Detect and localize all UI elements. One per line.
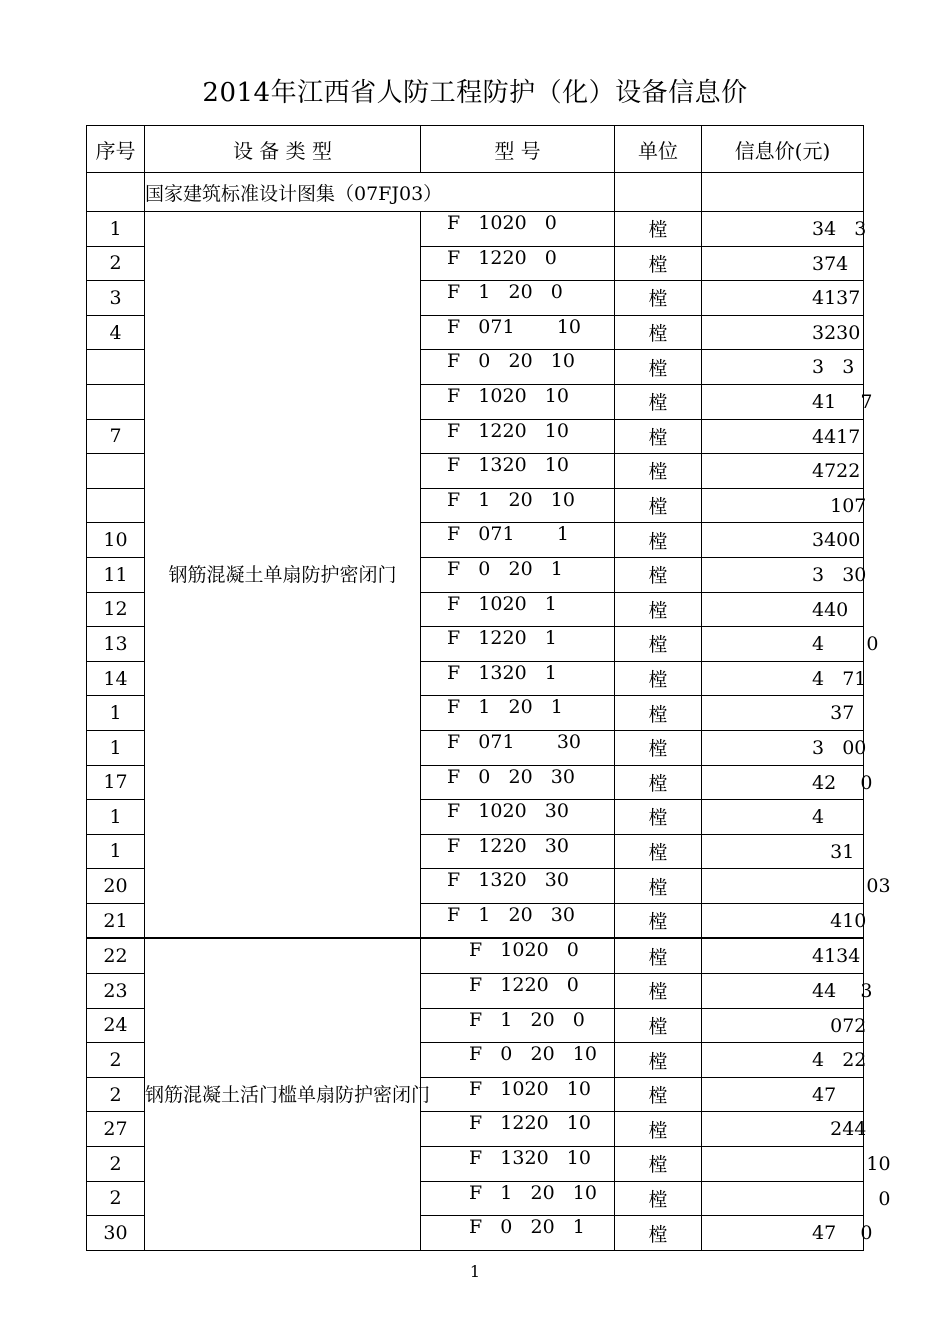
unit-cell: 樘 xyxy=(615,350,702,385)
seq-cell xyxy=(87,488,145,523)
model-cell xyxy=(421,627,615,662)
model-cell xyxy=(421,1147,615,1182)
seq-cell: 4 xyxy=(87,315,145,350)
seq-cell: 2 xyxy=(87,1147,145,1182)
price-cell xyxy=(702,1112,867,1147)
seq-cell: 17 xyxy=(87,765,145,800)
price-text: 47 0 xyxy=(812,1222,873,1245)
price-cell xyxy=(702,696,864,731)
seq-cell: 21 xyxy=(87,903,145,938)
price-text: 4 xyxy=(812,806,825,829)
price-text: 41 7 xyxy=(812,390,873,413)
model-text: F 1020 10 xyxy=(469,1077,591,1100)
price-text: 10 xyxy=(812,1153,891,1176)
price-text: 440 xyxy=(812,598,849,621)
seq-cell: 27 xyxy=(87,1112,145,1147)
price-cell xyxy=(702,938,864,973)
unit-cell: 樘 xyxy=(615,903,702,938)
model-cell xyxy=(421,696,615,731)
model-text: F 1020 30 xyxy=(447,800,569,823)
unit-cell: 樘 xyxy=(615,1147,702,1182)
price-text: 4 71 xyxy=(812,667,867,690)
price-cell xyxy=(702,419,864,454)
seq-cell: 24 xyxy=(87,1008,145,1043)
model-cell xyxy=(421,1112,615,1147)
price-cell xyxy=(702,592,864,627)
price-text: 3 3 xyxy=(812,356,855,379)
price-text: 4417 xyxy=(812,425,861,448)
model-text: F 1 20 10 xyxy=(447,488,575,511)
price-text: 31 xyxy=(812,840,855,863)
model-text: F 071 10 xyxy=(447,315,582,338)
price-cell xyxy=(702,350,864,385)
unit-cell: 樘 xyxy=(615,869,702,904)
model-cell xyxy=(421,974,615,1009)
model-cell xyxy=(421,1008,615,1043)
price-cell xyxy=(702,903,867,938)
price-text: 244 xyxy=(812,1118,867,1141)
seq-cell: 2 xyxy=(87,1181,145,1216)
price-cell xyxy=(702,557,867,592)
model-cell xyxy=(421,523,615,558)
price-text: 42 0 xyxy=(812,771,873,794)
model-cell xyxy=(421,384,615,419)
unit-cell: 樘 xyxy=(615,1043,702,1078)
section-price-empty xyxy=(702,173,864,212)
seq-cell: 20 xyxy=(87,869,145,904)
equipment-type-cell: 钢筋混凝土单扇防护密闭门 xyxy=(145,212,421,939)
unit-cell: 樘 xyxy=(615,1216,702,1251)
price-text: 4134 xyxy=(812,945,861,968)
seq-cell: 3 xyxy=(87,281,145,316)
page-title: 2014年江西省人防工程防护（化）设备信息价 xyxy=(202,78,748,108)
price-cell xyxy=(702,765,873,800)
price-cell xyxy=(702,1147,891,1182)
unit-cell: 樘 xyxy=(615,1112,702,1147)
header-unit: 单位 xyxy=(615,126,702,173)
price-cell xyxy=(702,661,867,696)
unit-cell: 樘 xyxy=(615,592,702,627)
price-cell xyxy=(702,974,873,1009)
model-cell xyxy=(421,1216,615,1251)
price-cell xyxy=(702,1008,867,1043)
model-text: F 1220 10 xyxy=(447,419,569,442)
seq-cell: 1 xyxy=(87,800,145,835)
model-cell xyxy=(421,488,615,523)
price-text: 4722 xyxy=(812,460,861,483)
model-cell xyxy=(421,834,615,869)
model-text: F 1020 0 xyxy=(447,212,557,234)
header-seq: 序号 xyxy=(87,126,145,173)
price-text: 3400 xyxy=(812,529,861,552)
seq-cell: 14 xyxy=(87,661,145,696)
seq-cell: 22 xyxy=(87,938,145,973)
unit-cell: 樘 xyxy=(615,246,702,281)
price-cell xyxy=(702,281,864,316)
model-cell xyxy=(421,765,615,800)
unit-cell: 樘 xyxy=(615,315,702,350)
section-unit-empty xyxy=(615,173,702,212)
model-text: F 1320 10 xyxy=(447,454,569,477)
unit-cell: 樘 xyxy=(615,765,702,800)
price-cell xyxy=(702,488,867,523)
price-text: 47 xyxy=(812,1083,837,1106)
seq-cell: 12 xyxy=(87,592,145,627)
unit-cell: 樘 xyxy=(615,834,702,869)
model-cell xyxy=(421,350,615,385)
price-text: 3230 xyxy=(812,321,861,344)
model-text: F 1320 10 xyxy=(469,1147,591,1170)
unit-cell: 樘 xyxy=(615,938,702,973)
model-cell xyxy=(421,315,615,350)
price-cell xyxy=(702,212,867,247)
unit-cell: 樘 xyxy=(615,488,702,523)
model-text: F 1020 10 xyxy=(447,384,569,407)
price-cell xyxy=(702,1216,873,1251)
model-text: F 1220 10 xyxy=(469,1112,591,1135)
unit-cell: 樘 xyxy=(615,627,702,662)
header-type: 设 备 类 型 xyxy=(145,126,421,173)
price-text: 107 xyxy=(812,494,867,517)
price-cell xyxy=(702,800,864,835)
seq-cell: 11 xyxy=(87,557,145,592)
model-cell xyxy=(421,903,615,938)
price-text: 4 22 xyxy=(812,1049,867,1072)
price-text: 3 30 xyxy=(812,563,867,586)
section-seq-empty xyxy=(87,173,145,212)
seq-cell: 10 xyxy=(87,523,145,558)
model-text: F 1220 30 xyxy=(447,834,569,857)
price-cell xyxy=(702,384,873,419)
model-cell xyxy=(421,454,615,489)
unit-cell: 樘 xyxy=(615,281,702,316)
model-text: F 0 20 10 xyxy=(447,350,575,373)
seq-cell: 1 xyxy=(87,834,145,869)
price-table xyxy=(86,125,891,1251)
unit-cell: 樘 xyxy=(615,800,702,835)
unit-cell: 樘 xyxy=(615,454,702,489)
price-cell xyxy=(702,523,864,558)
seq-cell xyxy=(87,454,145,489)
table-row xyxy=(87,212,864,247)
unit-cell: 樘 xyxy=(615,384,702,419)
unit-cell: 樘 xyxy=(615,1181,702,1216)
model-text: F 1 20 0 xyxy=(447,281,563,304)
price-text: 0 xyxy=(812,1187,891,1210)
model-text: F 1 20 1 xyxy=(447,696,563,719)
model-text: F 1220 0 xyxy=(469,974,579,997)
header-model: 型 号 xyxy=(421,126,615,173)
page-number: 1 xyxy=(469,1262,481,1281)
model-text: F 0 20 1 xyxy=(447,557,563,580)
model-cell xyxy=(421,1077,615,1112)
seq-cell: 30 xyxy=(87,1216,145,1251)
model-cell xyxy=(421,592,615,627)
model-cell xyxy=(421,938,615,973)
model-cell xyxy=(421,1043,615,1078)
table-header-row xyxy=(87,126,864,173)
model-cell xyxy=(421,281,615,316)
price-cell xyxy=(702,315,864,350)
price-cell xyxy=(702,1181,891,1216)
price-cell xyxy=(702,246,864,281)
seq-cell xyxy=(87,350,145,385)
price-text: 374 xyxy=(812,252,849,275)
section-title: 国家建筑标准设计图集（07FJ03） xyxy=(145,173,615,212)
model-text: F 071 1 xyxy=(447,523,569,546)
unit-cell: 樘 xyxy=(615,696,702,731)
model-cell xyxy=(421,730,615,765)
model-text: F 1320 1 xyxy=(447,661,557,684)
price-text: 410 xyxy=(812,909,867,932)
price-cell xyxy=(702,730,867,765)
unit-cell: 樘 xyxy=(615,212,702,247)
unit-cell: 樘 xyxy=(615,557,702,592)
table-row xyxy=(87,938,864,973)
model-cell xyxy=(421,800,615,835)
seq-cell: 2 xyxy=(87,1043,145,1078)
model-text: F 1220 0 xyxy=(447,246,557,269)
model-text: F 0 20 10 xyxy=(469,1043,597,1066)
price-text: 072 xyxy=(812,1014,867,1037)
unit-cell: 樘 xyxy=(615,1008,702,1043)
seq-cell: 13 xyxy=(87,627,145,662)
price-text: 4137 xyxy=(812,287,861,310)
seq-cell: 7 xyxy=(87,419,145,454)
seq-cell xyxy=(87,384,145,419)
model-text: F 071 30 xyxy=(447,730,582,753)
price-text: 37 xyxy=(812,702,855,725)
model-cell xyxy=(421,419,615,454)
price-text: 4 0 xyxy=(812,633,879,656)
model-cell xyxy=(421,1181,615,1216)
price-cell xyxy=(702,454,864,489)
seq-cell: 1 xyxy=(87,696,145,731)
model-text: F 0 20 1 xyxy=(469,1216,585,1239)
model-text: F 0 20 30 xyxy=(447,765,575,788)
header-price: 信息价(元) xyxy=(702,126,864,173)
price-table-body xyxy=(87,126,891,1251)
seq-cell: 1 xyxy=(87,730,145,765)
seq-cell: 2 xyxy=(87,1077,145,1112)
model-cell xyxy=(421,212,615,247)
model-text: F 1 20 30 xyxy=(447,903,575,926)
price-text: 3 00 xyxy=(812,736,867,759)
model-text: F 1020 0 xyxy=(469,939,579,962)
price-cell xyxy=(702,627,879,662)
model-cell xyxy=(421,557,615,592)
price-cell xyxy=(702,1077,864,1112)
model-text: F 1 20 10 xyxy=(469,1181,597,1204)
price-text: 34 3 xyxy=(812,218,867,240)
unit-cell: 樘 xyxy=(615,419,702,454)
unit-cell: 樘 xyxy=(615,730,702,765)
model-text: F 1320 30 xyxy=(447,869,569,892)
price-text: 44 3 xyxy=(812,980,873,1003)
seq-cell: 23 xyxy=(87,974,145,1009)
price-text: 03 xyxy=(812,875,891,898)
model-text: F 1020 1 xyxy=(447,592,557,615)
price-cell xyxy=(702,834,864,869)
unit-cell: 樘 xyxy=(615,661,702,696)
unit-cell: 樘 xyxy=(615,974,702,1009)
unit-cell: 樘 xyxy=(615,523,702,558)
section-row xyxy=(87,173,864,212)
model-cell xyxy=(421,246,615,281)
model-text: F 1 20 0 xyxy=(469,1008,585,1031)
model-cell xyxy=(421,869,615,904)
seq-cell: 2 xyxy=(87,246,145,281)
price-cell xyxy=(702,1043,867,1078)
unit-cell: 樘 xyxy=(615,1077,702,1112)
model-text: F 1220 1 xyxy=(447,627,557,650)
model-cell xyxy=(421,661,615,696)
seq-cell: 1 xyxy=(87,212,145,247)
equipment-type-cell: 钢筋混凝土活门槛单扇防护密闭门 xyxy=(145,938,421,1250)
price-cell xyxy=(702,869,891,904)
